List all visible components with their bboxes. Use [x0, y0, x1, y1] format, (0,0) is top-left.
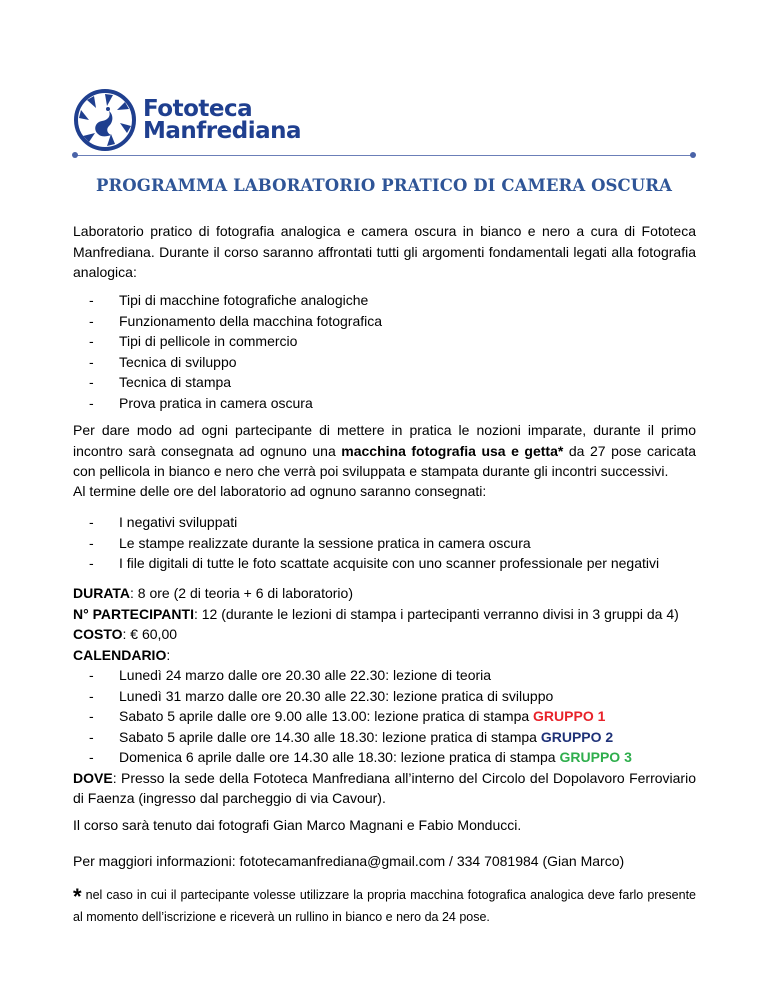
calendar-item — [73, 665, 696, 686]
durata-label: DURATA — [73, 585, 131, 601]
logo-text — [143, 98, 301, 142]
list-item: - Prova pratica in camera oscura — [73, 393, 696, 414]
list-item: - Funzionamento della macchina fotografica — [73, 311, 696, 332]
calendar-text: Lunedì 31 marzo dalle ore 20.30 alle 22.30: lezione pratica di sviluppo — [119, 687, 554, 704]
costo-label: COSTO — [73, 626, 123, 642]
intro-paragraph: Laboratorio pratico di fotografia analogica e camera oscura in bianco e nero a cura di Fototeca Manfrediana. Durante il corso saranno affrontati tutti gli argomenti fondamentali legati alla fotografia analogica: — [73, 223, 696, 280]
partecipanti-value: : 12 (durante le lezioni di stampa i partecipanti verranno divisi in 3 gruppi da 4) — [193, 605, 679, 622]
calendario-line — [73, 645, 696, 666]
camera-aperture-icon — [73, 88, 137, 152]
footnote — [73, 884, 696, 928]
logo-line1: Fototeca — [143, 96, 253, 122]
partecipanti-line — [73, 604, 696, 625]
group-badge-1: GRUPPO 1 — [533, 708, 606, 724]
calendario-colon: : — [166, 646, 171, 663]
page-title: PROGRAMMA LABORATORIO PRATICO DI CAMERA OSCURA — [95, 176, 672, 195]
camera-paragraph — [73, 420, 696, 482]
calendar-text: Lunedì 24 marzo dalle ore 20.30 alle 22.30: lezione di teoria — [119, 667, 492, 683]
camera-text-before: Per dare modo ad ogni partecipante di mettere in pratica le nozioni imparate, durante il primo incontro sarà consegnata ad ognuno una — [73, 422, 696, 459]
calendar-text: Sabato 5 aprile dalle ore 14.30 alle 18.30: lezione pratica di stampa — [119, 728, 541, 745]
dove-line — [73, 768, 696, 809]
divider-dot-left — [72, 152, 78, 158]
teachers-paragraph: Il corso sarà tenuto dai fotografi Gian Marco Magnani e Fabio Monducci. — [73, 817, 522, 833]
list-item: - Tipi di macchine fotografiche analogiche — [73, 290, 696, 311]
deliverables-intro: Al termine delle ore del laboratorio ad ognuno saranno consegnati: — [73, 483, 487, 499]
calendario-label: CALENDARIO — [73, 646, 167, 663]
list-item: - I negativi sviluppati — [73, 512, 696, 533]
camera-text-after: da 27 pose caricata con pellicola in bianco e nero che verrà poi sviluppata e stampata durante gli incontri successivi. — [73, 442, 696, 479]
contacts-paragraph: Per maggiori informazioni: fototecamanfrediana@gmail.com / 334 7081984 (Gian Marco) — [73, 853, 625, 869]
calendar-item — [73, 706, 696, 727]
dove-value: : Presso la sede della Fototeca Manfrediana all’interno del Circolo del Dopolavoro Ferroviario di Faenza (ingresso dal parcheggio di via Cavour). — [73, 769, 696, 806]
footnote-text: nel caso in cui il partecipante volesse utilizzare la propria macchina fotografica analogica deve farlo presente al momento dell’iscrizione e riceverà un rullino in bianco e nero da 24 pose. — [73, 888, 696, 924]
calendar-item — [73, 747, 696, 768]
calendar-item — [73, 686, 696, 707]
calendar-item — [73, 727, 696, 748]
list-item: - Tecnica di stampa — [73, 372, 696, 393]
list-item: - I file digitali di tutte le foto scattate acquisite con uno scanner professionale per negativi — [73, 553, 696, 574]
asterisk: * — [73, 884, 82, 909]
calendar-text: Sabato 5 aprile dalle ore 9.00 alle 13.00: lezione pratica di stampa — [119, 708, 534, 724]
group-badge-2: GRUPPO 2 — [540, 728, 614, 745]
list-item: - Le stampe realizzate durante la sessione pratica in camera oscura — [73, 533, 696, 554]
list-item: - Tecnica di sviluppo — [73, 352, 696, 373]
costo-value: : € 60,00 — [122, 626, 178, 642]
info-block — [73, 583, 696, 809]
logo-line2: Manfrediana — [143, 118, 301, 144]
calendar-text: Domenica 6 aprile dalle ore 14.30 alle 18.30: lezione pratica di stampa — [119, 749, 560, 765]
list-item: - Tipi di pellicole in commercio — [73, 331, 696, 352]
divider-dot-right — [690, 152, 696, 158]
dove-label: DOVE — [73, 769, 113, 786]
group-badge-3: GRUPPO 3 — [559, 749, 632, 765]
topics-list — [73, 290, 696, 413]
logo — [73, 88, 301, 152]
partecipanti-label: N° PARTECIPANTI — [73, 605, 194, 622]
deliverables-list — [73, 512, 696, 574]
durata-value: : 8 ore (2 di teoria + 6 di laboratorio) — [130, 585, 353, 601]
durata-line — [73, 583, 696, 604]
header-divider — [75, 155, 693, 156]
camera-bold-text: macchina fotografia usa e getta* — [341, 442, 564, 459]
costo-line — [73, 624, 696, 645]
